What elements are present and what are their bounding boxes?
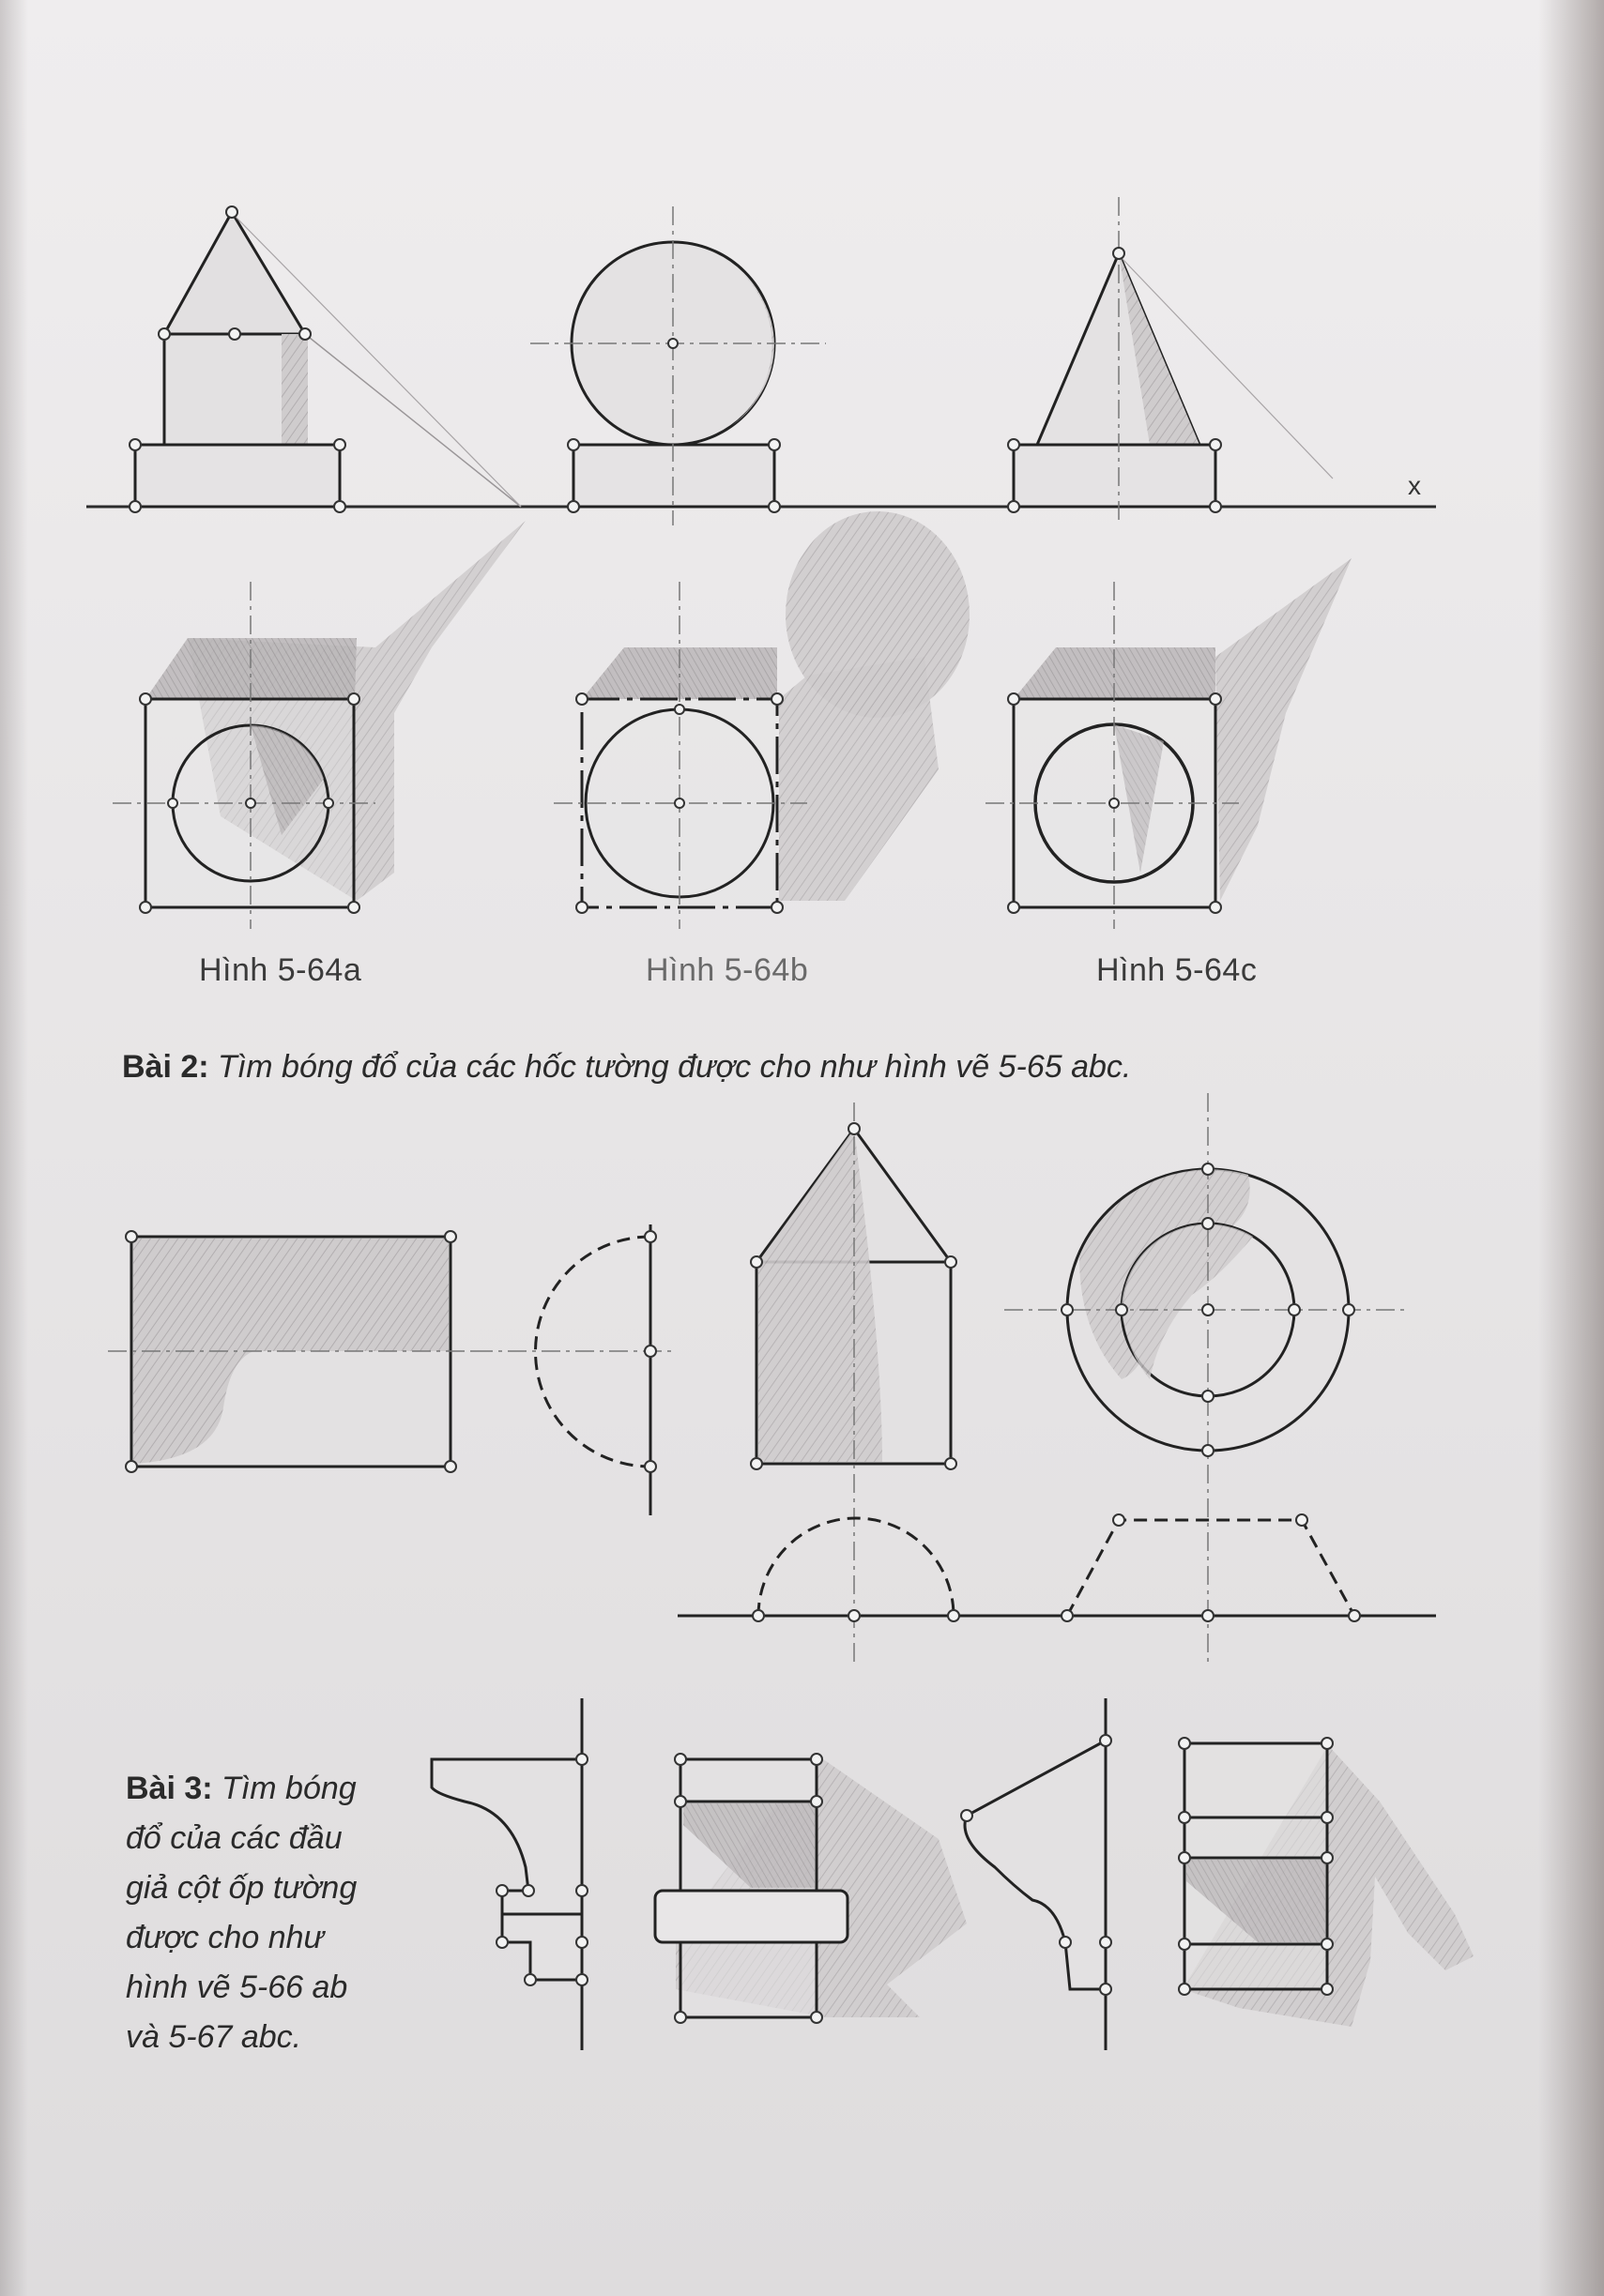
figure-5-65b	[751, 1102, 956, 1665]
bai3-line-1	[126, 1764, 407, 1814]
bai3-line-4: được cho như	[126, 1920, 325, 1955]
bai3-line-6: và 5-67 abc.	[126, 2019, 302, 2055]
bai3-line-3: giả cột ốp tường	[126, 1870, 358, 1906]
figure-5-66b	[655, 1754, 967, 2023]
figure-5-64c-plan	[985, 558, 1352, 929]
bai2-label: Bài 2:	[122, 1049, 209, 1085]
bai3-label: Bài 3:	[126, 1771, 213, 1806]
exercise-bai3	[126, 1764, 407, 2062]
bai3-text-1: Tìm bóng	[222, 1771, 357, 1806]
ground-line-row2	[678, 1514, 1436, 1621]
figure-5-64c-elevation	[1008, 197, 1333, 525]
bai2-text: Tìm bóng đổ của các hốc tường được cho như hình vẽ 5-65 abc.	[218, 1049, 1132, 1085]
figure-5-66a	[432, 1698, 588, 2050]
figure-5-65a	[108, 1231, 474, 1472]
figure-5-65b-plan	[758, 1518, 954, 1616]
caption-5-64b: Hình 5-64b	[646, 952, 809, 988]
bai3-line-5: hình vẽ 5-66 ab	[126, 1969, 348, 2005]
figure-5-65a-side	[474, 1224, 676, 1515]
figure-5-65c-plan	[1067, 1520, 1354, 1616]
exercise-bai2	[122, 1049, 1131, 1086]
figure-5-67a	[961, 1698, 1111, 2050]
caption-5-64a: Hình 5-64a	[199, 952, 362, 988]
bai3-line-2: đổ của các đầu	[126, 1820, 343, 1856]
axis-x-label: x	[1408, 471, 1421, 500]
figure-5-64a-elevation	[130, 206, 521, 512]
caption-5-64c: Hình 5-64c	[1096, 952, 1258, 988]
figure-5-65c	[1004, 1093, 1408, 1665]
figure-5-64b-elevation	[530, 206, 826, 525]
figure-5-64a-plan	[113, 521, 526, 929]
figure-5-64b-plan	[554, 511, 970, 929]
figure-5-67b	[1179, 1738, 1474, 2027]
